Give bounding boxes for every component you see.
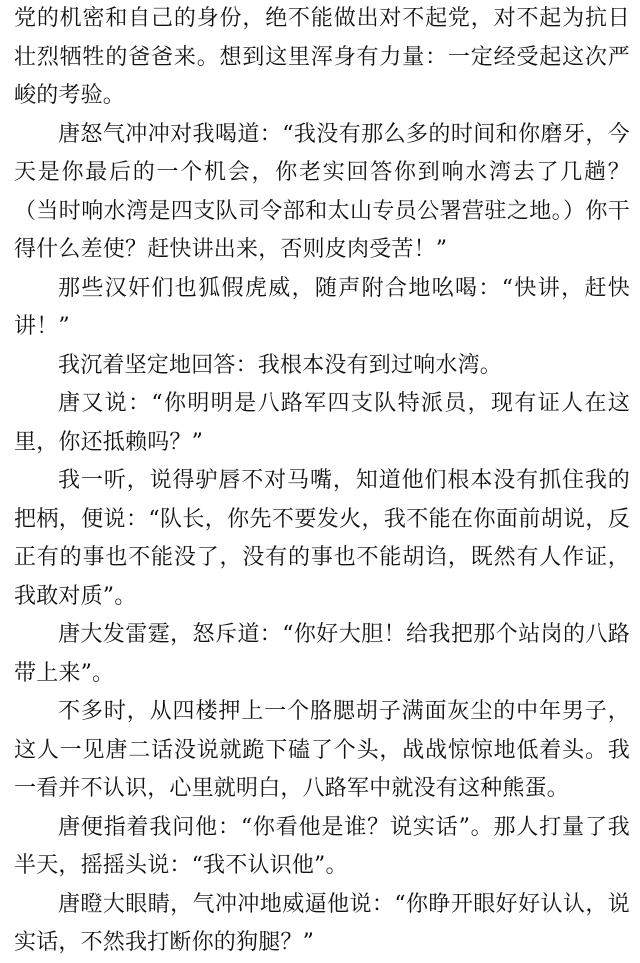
paragraph-2: 唐怒气冲冲对我喝道：“我没有那么多的时间和你磨牙，今天是你最后的一个机会，你老实回答你到响水湾去了几趟？（当时响水湾是四支队司令部和太山专员公署营驻之地。）你干得什么差使？赶快讲出来，否则皮肉受苦！” xyxy=(14,121,630,262)
paragraph-10: 唐瞪大眼睛，气冲冲地威逼他说：“你睁开眼好好认认，说实话，不然我打断你的狗腿？” xyxy=(14,891,630,955)
paragraph-7: 唐大发雷霆，怒斥道：“你好大胆！给我把那个站岗的八路带上来”。 xyxy=(14,622,630,686)
paragraph-8: 不多时，从四楼押上一个胳腮胡子满面灰尘的中年男子，这人一见唐二话没说就跪下磕了个头，战战惊惊地低着头。我一看并不认识，心里就明白，八路军中就没有这种熊蛋。 xyxy=(14,699,630,801)
paragraph-9: 唐便指着我问他：“你看他是谁？说实话”。那人打量了我半天，摇摇头说：“我不认识他”。 xyxy=(14,814,630,878)
paragraph-1: 党的机密和自己的身份，绝不能做出对不起党，对不起为抗日壮烈牺牲的爸爸来。想到这里浑身有力量：一定经受起这次严峻的考验。 xyxy=(14,6,630,108)
paragraph-3: 那些汉奸们也狐假虎威，随声附合地吆喝：“快讲，赶快讲！” xyxy=(14,275,630,339)
paragraph-6: 我一听，说得驴唇不对马嘴，知道他们根本没有抓住我的把柄，便说：“队长，你先不要发火，我不能在你面前胡说，反正有的事也不能没了，没有的事也不能胡诌，既然有人作证，我敢对质”。 xyxy=(14,468,630,609)
paragraph-4: 我沉着坚定地回答：我根本没有到过响水湾。 xyxy=(58,352,503,378)
document-page xyxy=(14,0,630,963)
paragraph-5: 唐又说：“你明明是八路军四支队特派员，现有证人在这里，你还抵赖吗？” xyxy=(14,391,630,455)
